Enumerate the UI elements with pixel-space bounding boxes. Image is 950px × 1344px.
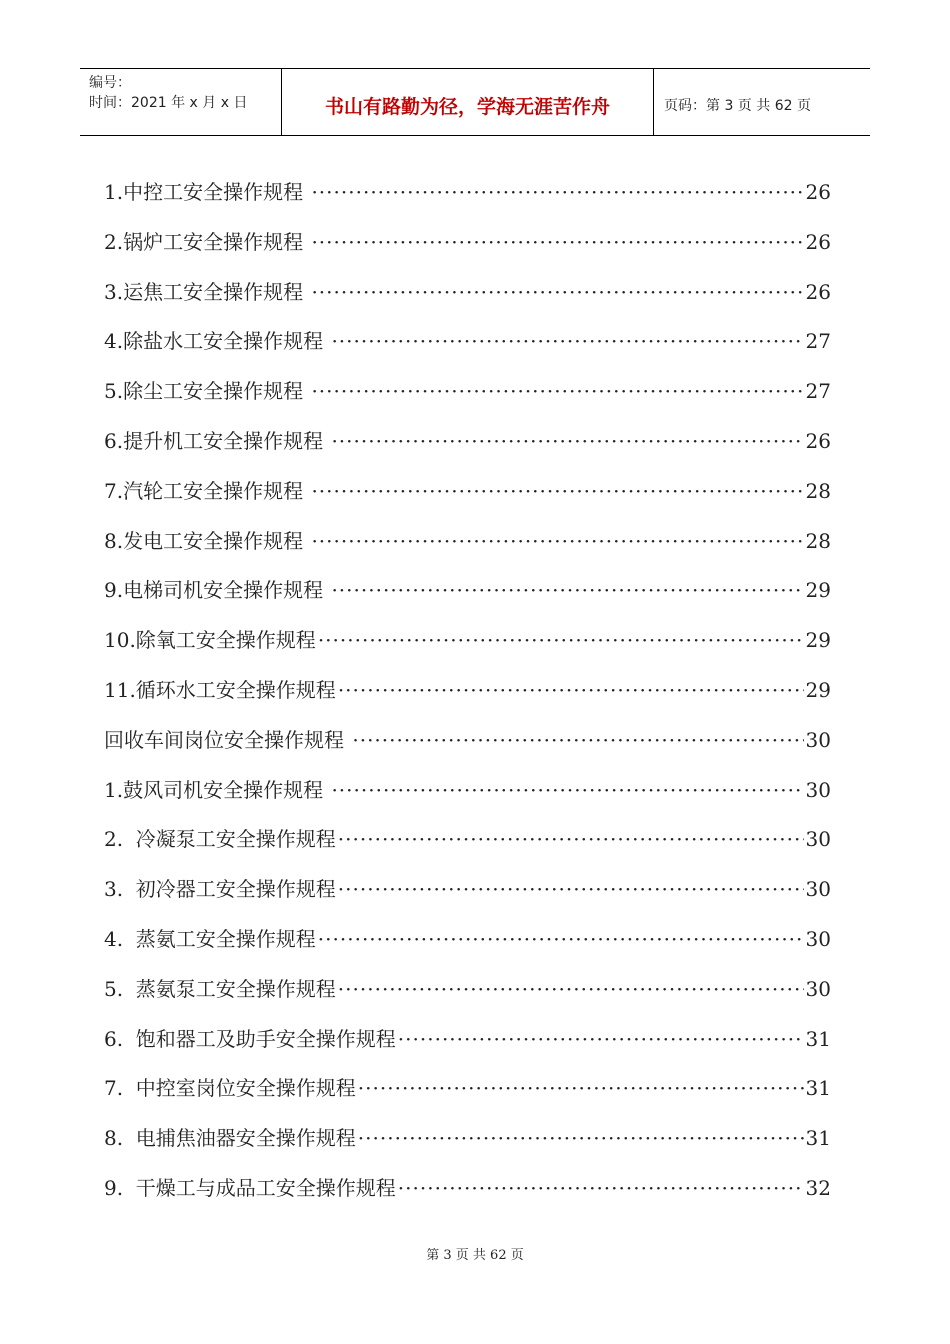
toc-leader-dots [352,720,803,760]
toc-entry-page: 30 [805,727,831,752]
toc-entry-page: 28 [805,478,831,503]
toc-entry-page: 27 [805,329,831,354]
toc-entry-title: 7. 中控室岗位安全操作规程 [104,1076,356,1101]
toc-leader-dots [331,770,803,810]
toc-leader-dots [318,919,804,959]
toc-entry-title: 2.锅炉工安全操作规程 [104,229,310,254]
toc-entry-title: 4. 蒸氨工安全操作规程 [104,926,316,951]
toc-entry-page: 26 [805,428,831,453]
toc-leader-dots [311,222,803,262]
toc-entry[interactable] [104,371,831,421]
toc-entry[interactable] [104,222,831,272]
toc-entry-title: 2. 冷凝泵工安全操作规程 [104,827,336,852]
toc-entry-title: 1.鼓风司机安全操作规程 [104,777,330,802]
toc-entry[interactable] [104,272,831,322]
toc-entry-page: 26 [805,180,831,204]
toc-entry-page: 31 [805,1026,831,1051]
toc-entry-title: 3. 初冷器工安全操作规程 [104,877,336,902]
toc-entry-page: 29 [805,628,831,653]
toc-entry-page: 30 [805,877,831,902]
header-page-info: 页码：第 3 页 共 62 页 [664,98,811,114]
toc-entry[interactable] [104,969,831,1019]
toc-leader-dots [311,172,803,212]
toc-entry-title: 6.提升机工安全操作规程 [104,428,330,453]
document-number-label: 编号： [89,75,131,91]
toc-entry-title: 回收车间岗位安全操作规程 [104,727,351,752]
toc-entry[interactable] [104,670,831,720]
toc-entry[interactable] [104,1168,831,1218]
toc-entry[interactable] [104,521,831,571]
toc-entry-page: 31 [805,1076,831,1101]
toc-entry[interactable] [104,869,831,919]
toc-entry-title: 10.除氧工安全操作规程 [104,628,316,653]
toc-entry[interactable] [104,770,831,820]
toc-entry[interactable] [104,720,831,770]
toc-entry-title: 5.除尘工安全操作规程 [104,379,310,404]
toc-leader-dots [311,371,803,411]
toc-entry-title: 11.循环水工安全操作规程 [104,677,336,702]
table-of-contents [104,172,831,1218]
toc-entry[interactable] [104,321,831,371]
toc-entry-title: 3.运焦工安全操作规程 [104,279,310,304]
toc-entry-page: 30 [805,926,831,951]
toc-entry-title: 5. 蒸氨泵工安全操作规程 [104,976,336,1001]
toc-leader-dots [338,819,804,859]
toc-entry-title: 6. 饱和器工及助手安全操作规程 [104,1026,396,1051]
toc-entry[interactable] [104,620,831,670]
toc-entry-title: 4.除盐水工安全操作规程 [104,329,330,354]
toc-entry-page: 31 [805,1126,831,1151]
toc-leader-dots [398,1168,804,1208]
toc-entry[interactable] [104,172,831,222]
toc-leader-dots [331,321,803,361]
toc-leader-dots [398,1019,804,1059]
toc-entry-page: 26 [805,279,831,304]
toc-entry[interactable] [104,421,831,471]
toc-entry-page: 30 [805,777,831,802]
toc-entry-title: 9. 干燥工与成品工安全操作规程 [104,1175,396,1200]
page-header [80,68,870,136]
toc-leader-dots [311,272,803,312]
toc-entry[interactable] [104,819,831,869]
toc-leader-dots [318,620,804,660]
toc-leader-dots [358,1118,804,1158]
toc-entry[interactable] [104,1068,831,1118]
toc-leader-dots [338,869,804,909]
toc-leader-dots [331,421,803,461]
header-meta [80,69,282,135]
toc-entry-page: 29 [805,578,831,603]
toc-entry[interactable] [104,1118,831,1168]
toc-entry-title: 8.发电工安全操作规程 [104,528,310,553]
toc-leader-dots [311,521,803,561]
toc-entry-page: 26 [805,229,831,254]
toc-entry-title: 1.中控工安全操作规程 [104,180,310,204]
toc-leader-dots [311,471,803,511]
toc-entry-page: 32 [805,1175,831,1200]
toc-entry-page: 28 [805,528,831,553]
toc-entry-title: 7.汽轮工安全操作规程 [104,478,310,503]
toc-entry-title: 9.电梯司机安全操作规程 [104,578,330,603]
document-time-label: 时间：2021 年 x 月 x 日 [89,95,248,111]
toc-leader-dots [338,670,804,710]
toc-entry-page: 29 [805,677,831,702]
toc-entry[interactable] [104,919,831,969]
toc-leader-dots [358,1068,804,1108]
toc-entry-page: 30 [805,827,831,852]
toc-leader-dots [338,969,804,1009]
toc-entry[interactable] [104,471,831,521]
toc-leader-dots [331,570,803,610]
toc-entry-title: 8. 电捕焦油器安全操作规程 [104,1126,356,1151]
page-footer: 第 3 页 共 62 页 [426,1248,524,1263]
toc-entry[interactable] [104,1019,831,1069]
header-motto: 书山有路勤为径，学海无涯苦作舟 [282,69,654,135]
toc-entry-page: 30 [805,976,831,1001]
toc-entry[interactable] [104,570,831,620]
toc-entry-page: 27 [805,379,831,404]
